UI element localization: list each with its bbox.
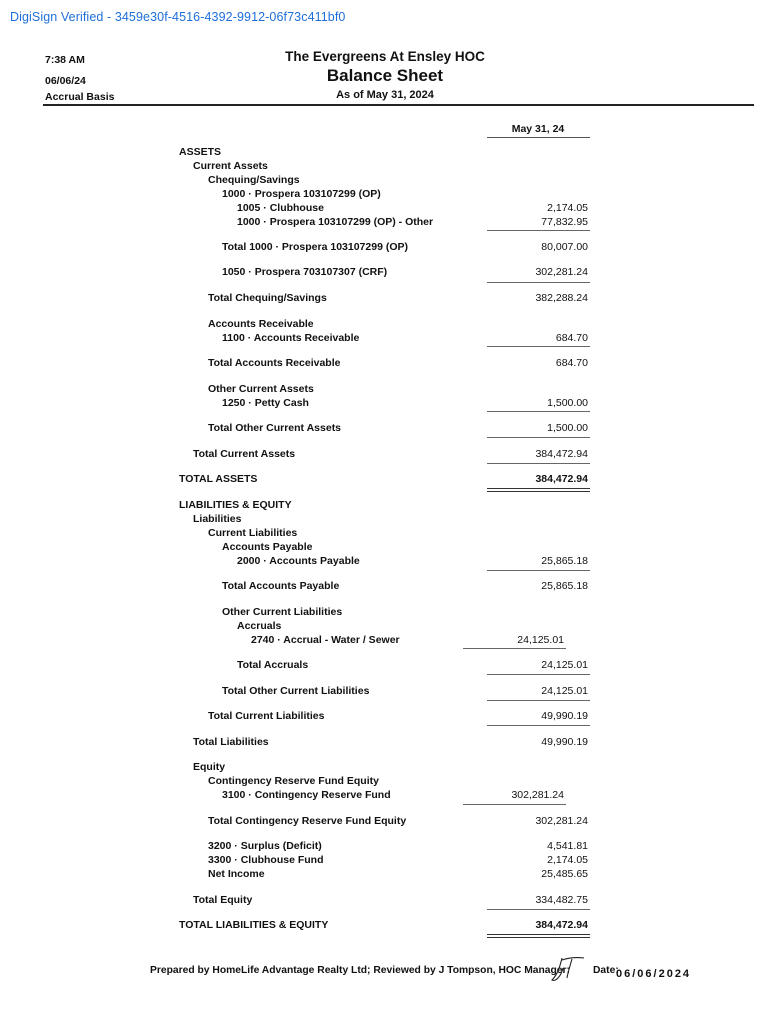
row-amount: 302,281.24 [511, 789, 564, 801]
row-label: ASSETS [179, 146, 222, 158]
date-label: Date: [593, 965, 619, 976]
signed-date: 06/06/2024 [616, 968, 692, 980]
table-row [0, 499, 770, 513]
row-amount: 384,472.94 [535, 448, 588, 460]
table-row [0, 448, 770, 462]
row-label: 2000 · Accounts Payable [237, 555, 360, 567]
row-amount: 1,500.00 [547, 422, 588, 434]
table-row [0, 292, 770, 306]
row-amount: 2,174.05 [547, 202, 588, 214]
subtotal-rule [487, 909, 590, 910]
table-row [0, 513, 770, 527]
table-row [0, 775, 770, 789]
table-row [0, 580, 770, 594]
row-label: Total Current Assets [193, 448, 296, 460]
table-row [0, 422, 770, 436]
subtotal-rule [487, 674, 590, 675]
report-as-of: As of May 31, 2024 [336, 89, 434, 101]
row-label: Equity [193, 761, 226, 773]
table-row [0, 840, 770, 854]
table-row [0, 473, 770, 487]
row-label: Chequing/Savings [208, 174, 300, 186]
row-amount: 382,288.24 [535, 292, 588, 304]
row-amount: 384,472.94 [535, 919, 588, 931]
table-row [0, 606, 770, 620]
row-label: 1000 · Prospera 103107299 (OP) [222, 188, 381, 200]
row-label: Net Income [208, 868, 265, 880]
row-label: Current Liabilities [208, 527, 298, 539]
table-row [0, 146, 770, 160]
row-amount: 25,485.65 [541, 868, 588, 880]
row-label: Total Equity [193, 894, 253, 906]
row-label: TOTAL ASSETS [179, 473, 258, 485]
subtotal-rule [487, 570, 590, 571]
row-label: Total Accounts Payable [222, 580, 340, 592]
subtotal-rule [463, 648, 566, 649]
row-label: Total Accruals [237, 659, 309, 671]
report-date: 06/06/24 [45, 75, 86, 87]
row-amount: 24,125.01 [517, 634, 564, 646]
row-label: Total Other Current Liabilities [222, 685, 370, 697]
table-row [0, 854, 770, 868]
table-row [0, 815, 770, 829]
table-row [0, 659, 770, 673]
subtotal-rule [487, 411, 590, 412]
row-label: Liabilities [193, 513, 242, 525]
table-row [0, 357, 770, 371]
table-row [0, 266, 770, 280]
table-row [0, 318, 770, 332]
row-amount: 302,281.24 [535, 266, 588, 278]
row-label: 3300 · Clubhouse Fund [208, 854, 324, 866]
row-amount: 4,541.81 [547, 840, 588, 852]
total-double-rule [487, 934, 590, 938]
row-amount: 49,990.19 [541, 736, 588, 748]
table-row [0, 541, 770, 555]
row-label: Total 1000 · Prospera 103107299 (OP) [222, 241, 408, 253]
subtotal-rule [487, 725, 590, 726]
page-title: Balance Sheet [326, 66, 444, 85]
table-row [0, 789, 770, 803]
table-row [0, 894, 770, 908]
row-amount: 49,990.19 [541, 710, 588, 722]
subtotal-rule [487, 346, 590, 347]
table-row [0, 710, 770, 724]
table-row [0, 216, 770, 230]
table-row [0, 736, 770, 750]
row-label: 2740 · Accrual - Water / Sewer [251, 634, 400, 646]
header-rule [43, 104, 754, 106]
row-label: Total Contingency Reserve Fund Equity [208, 815, 407, 827]
digisign-banner: DigiSign Verified - 3459e30f-4516-4392-9912-06f73c411bf0 [10, 10, 346, 24]
table-row [0, 555, 770, 569]
table-row [0, 174, 770, 188]
row-amount: 384,472.94 [535, 473, 588, 485]
row-amount: 684.70 [555, 357, 588, 369]
table-row [0, 241, 770, 255]
row-amount: 80,007.00 [541, 241, 588, 253]
row-amount: 1,500.00 [547, 397, 588, 409]
row-label: 3100 · Contingency Reserve Fund [222, 789, 391, 801]
table-row [0, 919, 770, 933]
row-label: Total Other Current Assets [208, 422, 342, 434]
table-row [0, 685, 770, 699]
row-amount: 302,281.24 [535, 815, 588, 827]
row-amount: 24,125.01 [541, 685, 588, 697]
row-label: Accounts Receivable [208, 318, 314, 330]
row-label: 3200 · Surplus (Deficit) [208, 840, 322, 852]
manager-signature [550, 956, 590, 984]
table-row [0, 761, 770, 775]
report-basis: Accrual Basis [45, 91, 115, 103]
column-header: May 31, 24 [511, 123, 565, 135]
row-label: Other Current Liabilities [222, 606, 343, 618]
row-label: Accounts Payable [222, 541, 313, 553]
subtotal-rule [487, 463, 590, 464]
row-amount: 684.70 [555, 332, 588, 344]
row-label: 1000 · Prospera 103107299 (OP) - Other [237, 216, 434, 228]
row-label: TOTAL LIABILITIES & EQUITY [179, 919, 329, 931]
row-label: Contingency Reserve Fund Equity [208, 775, 379, 787]
table-row [0, 397, 770, 411]
row-amount: 25,865.18 [541, 580, 588, 592]
company-name: The Evergreens At Ensley HOC [285, 49, 485, 64]
row-label: Total Chequing/Savings [208, 292, 327, 304]
row-label: 1100 · Accounts Receivable [222, 332, 360, 344]
subtotal-rule [487, 282, 590, 283]
subtotal-rule [487, 230, 590, 231]
table-row [0, 383, 770, 397]
prepared-by-footer: Prepared by HomeLife Advantage Realty Ltd; Reviewed by J Tompson, HOC Manager: [150, 965, 570, 976]
table-row [0, 188, 770, 202]
row-label: Other Current Assets [208, 383, 314, 395]
row-amount: 334,482.75 [535, 894, 588, 906]
row-label: Total Accounts Receivable [208, 357, 341, 369]
row-label: 1250 · Petty Cash [222, 397, 309, 409]
table-row [0, 202, 770, 216]
subtotal-rule [463, 804, 566, 805]
table-row [0, 620, 770, 634]
row-amount: 25,865.18 [541, 555, 588, 567]
table-row [0, 332, 770, 346]
row-amount: 2,174.05 [547, 854, 588, 866]
table-row [0, 868, 770, 882]
row-label: Total Liabilities [193, 736, 269, 748]
row-label: Accruals [237, 620, 282, 632]
row-amount: 77,832.95 [541, 216, 588, 228]
row-label: 1005 · Clubhouse [237, 202, 324, 214]
row-label: Current Assets [193, 160, 268, 172]
table-row [0, 527, 770, 541]
report-time: 7:38 AM [45, 54, 85, 66]
row-label: LIABILITIES & EQUITY [179, 499, 292, 511]
table-row [0, 634, 770, 648]
row-label: 1050 · Prospera 703107307 (CRF) [222, 266, 388, 278]
subtotal-rule [487, 700, 590, 701]
row-amount: 24,125.01 [541, 659, 588, 671]
table-row [0, 160, 770, 174]
total-double-rule [487, 488, 590, 492]
subtotal-rule [487, 437, 590, 438]
column-header-underline [487, 137, 590, 138]
row-label: Total Current Liabilities [208, 710, 325, 722]
